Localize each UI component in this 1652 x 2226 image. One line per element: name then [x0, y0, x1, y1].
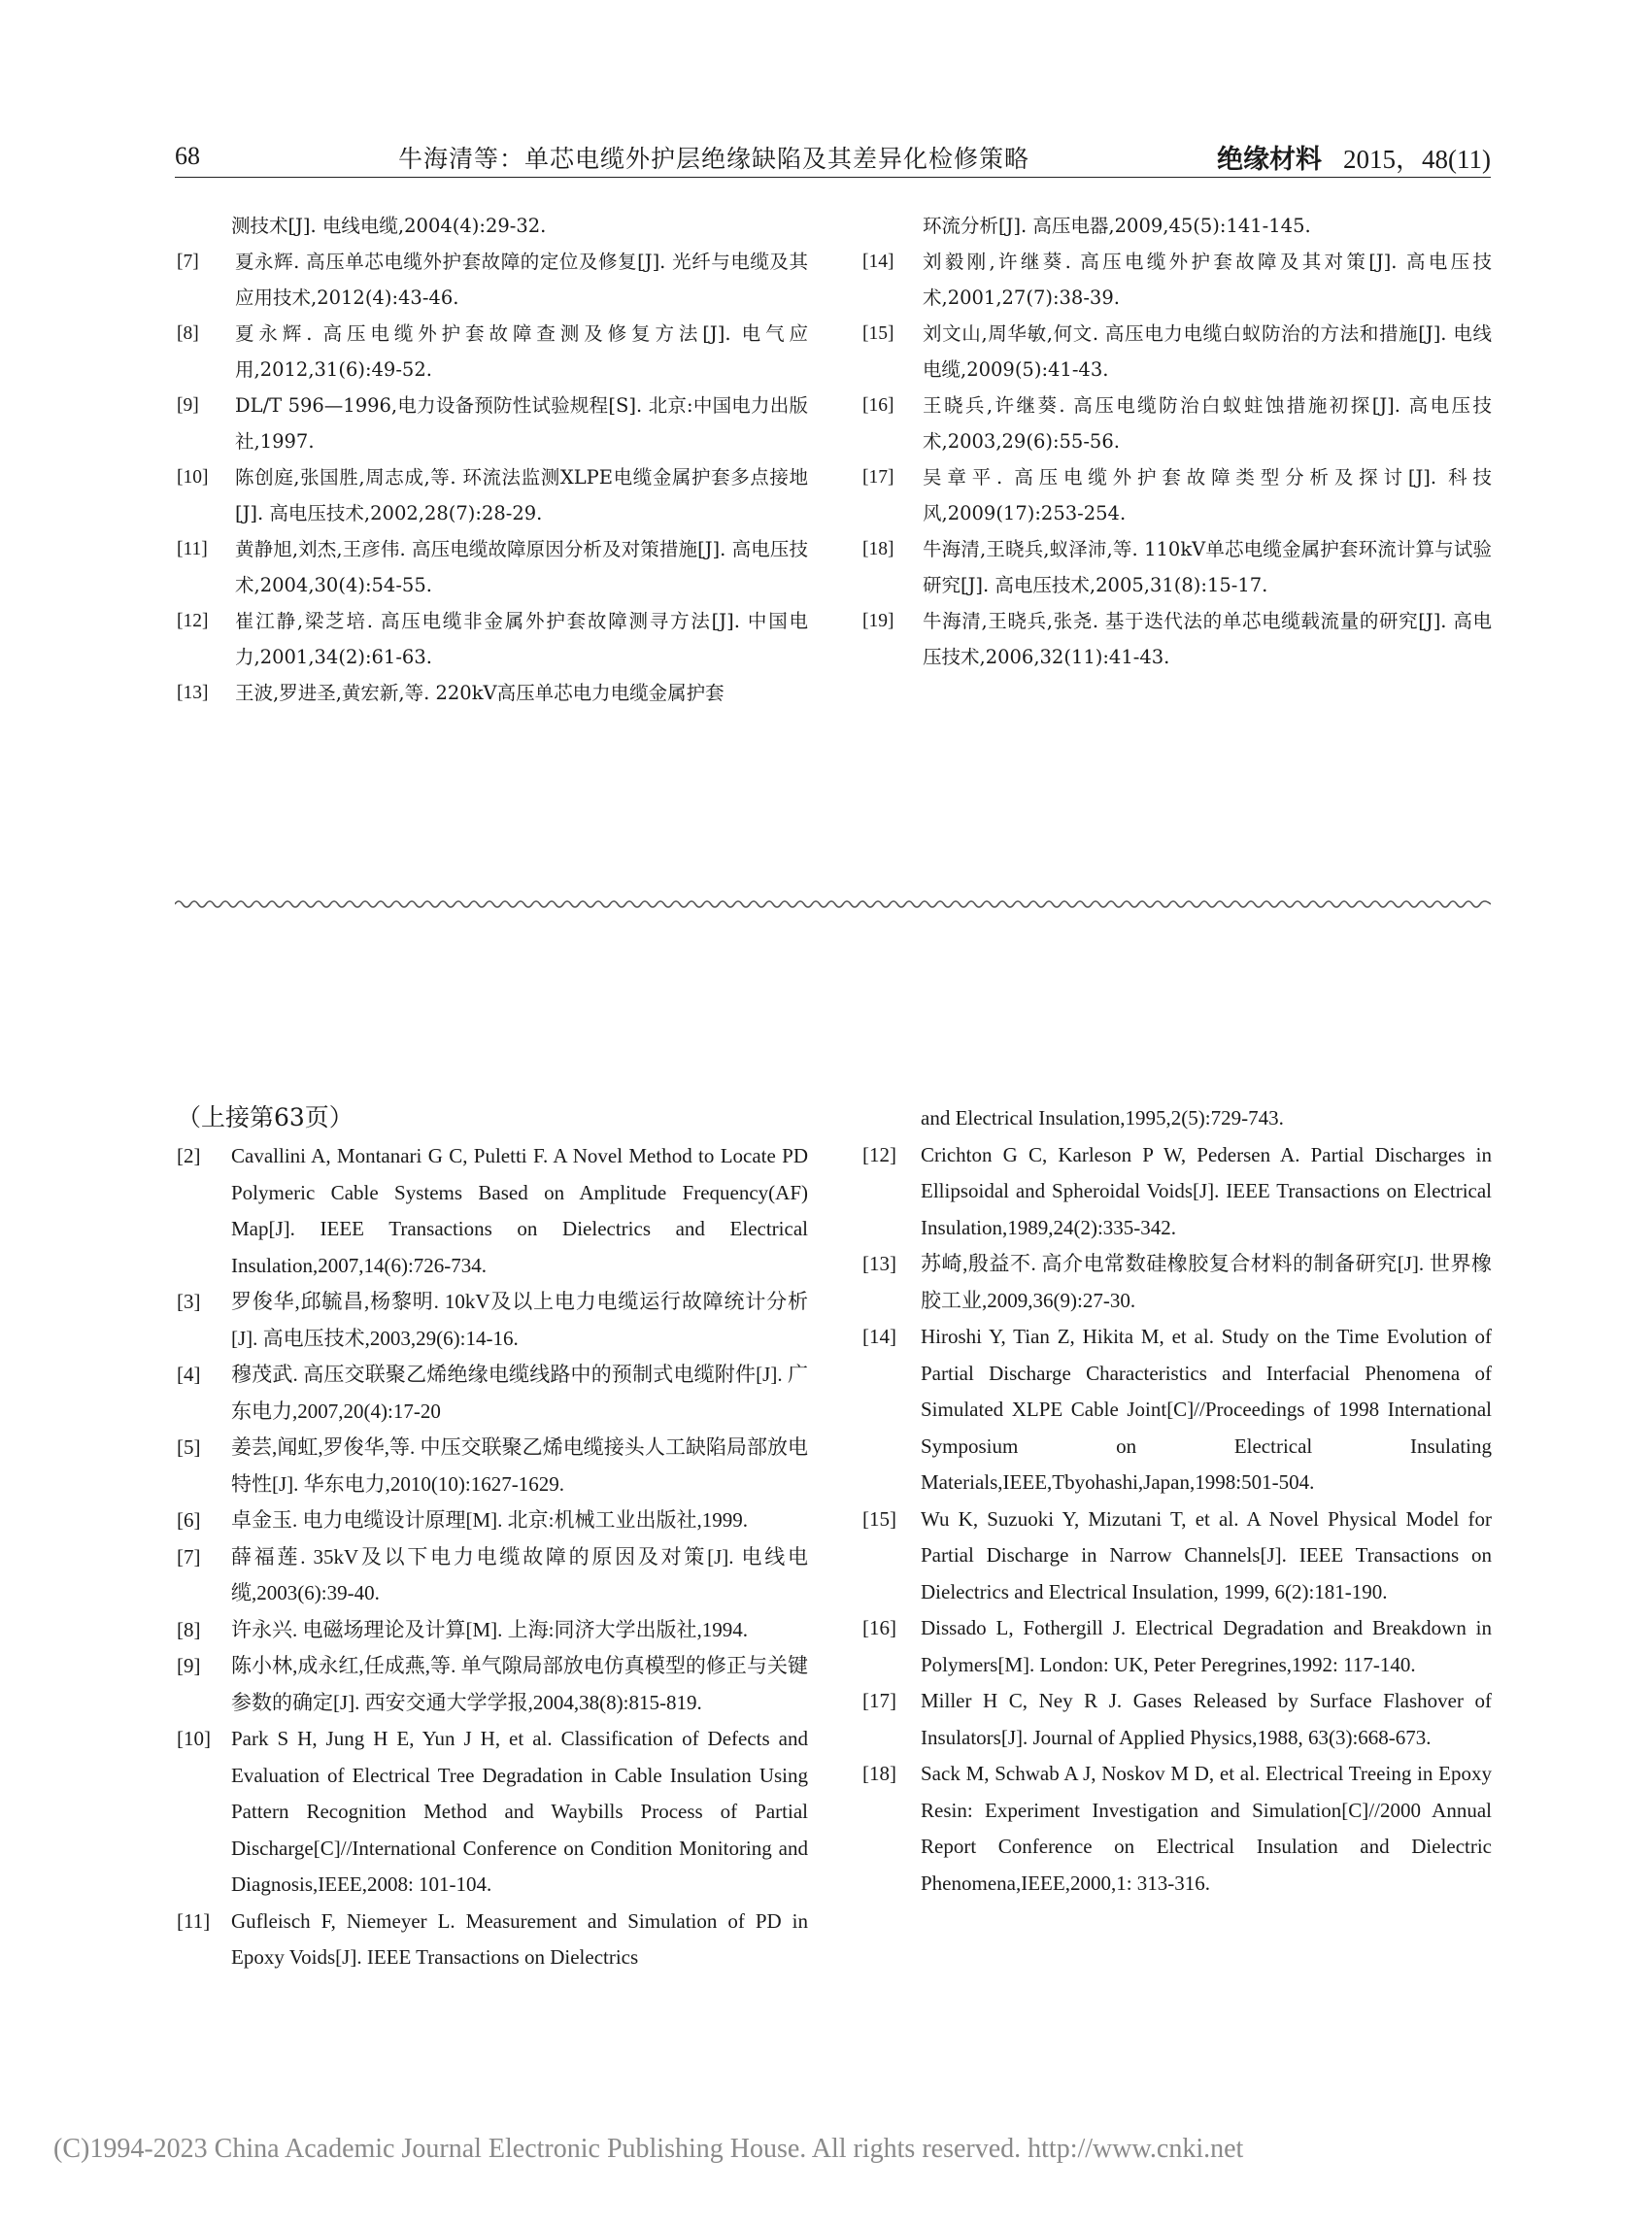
reference-text: Miller H C, Ney R J. Gases Released by Surface Flashover of Insulators[J]. Journal of Applied Physics,1988, 63(3):668-673.	[921, 1689, 1492, 1749]
reference-number: [11]	[177, 1908, 211, 1933]
reference-number: [12]	[862, 1142, 896, 1166]
reference-text: DL/T 596—1996,电力设备预防性试验规程[S]. 北京:中国电力出版社,1997.	[235, 394, 808, 453]
reference-text: Cavallini A, Montanari G C, Puletti F. A Novel Method to Locate PD Polymeric Cable Systems Based on Amplitude Frequency(AF) Map[J]. IEEE Transactions on Dielectrics and Electrical Insulation,2007,14(6):726-734.	[231, 1144, 808, 1277]
reference-number: [8]	[177, 323, 199, 344]
continued-from-label: （上接第63页）	[177, 1103, 354, 1131]
reference-text: 卓金玉. 电力电缆设计原理[M]. 北京:机械工业出版社,1999.	[231, 1508, 748, 1532]
reference-item	[862, 1246, 1492, 1319]
reference-number: [12]	[177, 611, 209, 631]
running-header	[175, 136, 1491, 178]
reference-number: [14]	[862, 252, 894, 272]
reference-text: 牛海清,王晓兵,蚁泽沛,等. 110kV单芯电缆金属护套环流计算与试验研究[J]. 高电压技术,2005,31(8):15-17.	[923, 538, 1492, 596]
reference-item	[862, 603, 1492, 675]
reference-number: [4]	[177, 1363, 201, 1386]
reference-text: 夏永辉. 高压单芯电缆外护套故障的定位及修复[J]. 光纤与电缆及其应用技术,2012(4):43-46.	[235, 251, 808, 309]
reference-number: [3]	[177, 1290, 201, 1313]
reference-continuation: 测技术[J]. 电线电缆,2004(4):29-32.	[231, 215, 547, 237]
reference-number: [18]	[862, 539, 894, 559]
references-bottom-right	[862, 1100, 1492, 1902]
reference-number: [8]	[177, 1617, 201, 1641]
reference-number: [11]	[177, 539, 208, 559]
reference-text: 吴章平. 高压电缆外护套故障类型分析及探讨[J]. 科技风,2009(17):253-254.	[923, 466, 1492, 524]
reference-text: 崔江静,梁芝培. 高压电缆非金属外护套故障测寻方法[J]. 中国电力,2001,34(2):61-63.	[235, 610, 808, 668]
reference-number: [9]	[177, 1654, 201, 1677]
reference-list	[177, 1138, 808, 1976]
reference-item	[862, 1319, 1492, 1501]
reference-text: 薛福莲. 35kV及以下电力电缆故障的原因及对策[J]. 电线电缆,2003(6):39-40.	[231, 1544, 808, 1604]
reference-number: [13]	[177, 683, 209, 703]
reference-item	[177, 1612, 808, 1649]
reference-text: Dissado L, Fothergill J. Electrical Degradation and Breakdown in Polymers[M]. London: UK, Peter Peregrines,1992: 117-140.	[921, 1616, 1492, 1676]
reference-item	[177, 1284, 808, 1357]
reference-number: [13]	[862, 1252, 896, 1275]
reference-text: Sack M, Schwab A J, Noskov M D, et al. Electrical Treeing in Epoxy Resin: Experiment Investigation and Simulation[C]//2000 Annual Report Conference on Electrical Insulation and Dielectric Phenomena,IEEE,2000,1: 313-316.	[921, 1762, 1492, 1895]
reference-number: [7]	[177, 252, 199, 272]
reference-number: [17]	[862, 1689, 896, 1712]
reference-item	[862, 459, 1492, 531]
reference-item	[177, 388, 808, 459]
reference-item	[177, 244, 808, 316]
reference-text: Park S H, Jung H E, Yun J H, et al. Classification of Defects and Evaluation of Electrical Tree Degradation in Cable Insulation Using Pattern Recognition Method and Waybills Process of Partial Discharge[C]//International Conference on Condition Monitoring and Diagnosis,IEEE,2008: 101-104.	[231, 1727, 808, 1896]
reference-text: 陈小林,成永红,任成燕,等. 单气隙局部放电仿真模型的修正与关键参数的确定[J]. 西安交通大学学报,2004,38(8):815-819.	[231, 1654, 808, 1714]
reference-text: Gufleisch F, Niemeyer L. Measurement and Simulation of PD in Epoxy Voids[J]. IEEE Transactions on Dielectrics	[231, 1908, 808, 1969]
reference-item	[177, 1502, 808, 1539]
reference-item	[862, 1756, 1492, 1902]
reference-item	[177, 1138, 808, 1284]
reference-item	[862, 1501, 1492, 1611]
reference-text: 穆茂武. 高压交联聚乙烯绝缘电缆线路中的预制式电缆附件[J]. 广东电力,2007,20(4):17-20	[231, 1363, 808, 1423]
reference-number: [10]	[177, 467, 209, 488]
journal-issue: 2015，48(11)	[1343, 145, 1491, 174]
references-top-right	[862, 208, 1492, 675]
reference-text: 许永兴. 电磁场理论及计算[M]. 上海:同济大学出版社,1994.	[231, 1617, 748, 1641]
reference-text: 夏永辉. 高压电缆外护套故障查测及修复方法[J]. 电气应用,2012,31(6):49-52.	[235, 322, 808, 381]
reference-number: [5]	[177, 1435, 201, 1459]
reference-item	[177, 1648, 808, 1721]
reference-number: [19]	[862, 611, 894, 631]
reference-item	[177, 1539, 808, 1612]
references-bottom-left	[177, 1138, 808, 1976]
reference-number: [9]	[177, 395, 199, 416]
reference-number: [2]	[177, 1144, 201, 1167]
reference-item	[862, 1683, 1492, 1756]
reference-item	[177, 1357, 808, 1430]
reference-list	[177, 244, 808, 711]
reference-item	[177, 1721, 808, 1904]
reference-number: [15]	[862, 323, 894, 344]
reference-continuation: and Electrical Insulation,1995,2(5):729-743.	[921, 1106, 1284, 1130]
reference-item	[177, 459, 808, 531]
reference-text: 刘毅刚,许继葵. 高压电缆外护套故障及其对策[J]. 高电压技术,2001,27(7):38-39.	[923, 251, 1492, 309]
page-number: 68	[175, 142, 200, 170]
reference-number: [17]	[862, 467, 894, 488]
reference-text: Wu K, Suzuoki Y, Mizutani T, et al. A Novel Physical Model for Partial Discharge in Narrow Channels[J]. IEEE Transactions on Dielectrics and Electrical Insulation, 1999, 6(2):181-190.	[921, 1506, 1492, 1603]
reference-item	[177, 1430, 808, 1502]
reference-number: [15]	[862, 1506, 896, 1531]
references-top-left	[177, 208, 808, 711]
reference-list	[862, 244, 1492, 675]
reference-text: 罗俊华,邱毓昌,杨黎明. 10kV及以上电力电缆运行故障统计分析[J]. 高电压技术,2003,29(6):14-16.	[231, 1290, 808, 1350]
reference-item	[177, 531, 808, 603]
reference-number: [10]	[177, 1727, 211, 1750]
reference-number: [18]	[862, 1762, 896, 1785]
reference-item	[862, 531, 1492, 603]
reference-text: 牛海清,王晓兵,张尧. 基于迭代法的单芯电缆载流量的研究[J]. 高电压技术,2006,32(11):41-43.	[923, 610, 1492, 668]
reference-text: 王波,罗进圣,黄宏新,等. 220kV高压单芯电力电缆金属护套	[235, 682, 725, 704]
reference-item	[862, 388, 1492, 459]
reference-item	[862, 244, 1492, 316]
reference-item	[862, 316, 1492, 388]
reference-text: 黄静旭,刘杰,王彦伟. 高压电缆故障原因分析及对策措施[J]. 高电压技术,2004,30(4):54-55.	[235, 538, 808, 596]
reference-item	[177, 675, 808, 711]
reference-item	[177, 1904, 808, 1976]
reference-item	[177, 603, 808, 675]
reference-text: 苏崎,殷益不. 高介电常数硅橡胶复合材料的制备研究[J]. 世界橡胶工业,2009,36(9):27-30.	[921, 1252, 1492, 1312]
running-title: 牛海清等：单芯电缆外护层绝缘缺陷及其差异化检修策略	[398, 145, 1030, 173]
reference-text: 王晓兵,许继葵. 高压电缆防治白蚁蛀蚀措施初探[J]. 高电压技术,2003,29(6):55-56.	[923, 394, 1492, 453]
reference-text: 刘文山,周华敏,何文. 高压电力电缆白蚁防治的方法和措施[J]. 电线电缆,2009(5):41-43.	[923, 322, 1492, 381]
reference-text: 陈创庭,张国胜,周志成,等. 环流法监测XLPE电缆金属护套多点接地[J]. 高电压技术,2002,28(7):28-29.	[235, 466, 808, 524]
reference-number: [14]	[862, 1325, 896, 1348]
reference-text: Hiroshi Y, Tian Z, Hikita M, et al. Study on the Time Evolution of Partial Discharge Characteristics and Interfacial Phenomena of Simulated XLPE Cable Joint[C]//Proceedings of 1998 International Symposium on Electrical Insulating Materials,IEEE,Tbyohashi,Japan,1998:501-504.	[921, 1325, 1492, 1494]
reference-number: [7]	[177, 1544, 201, 1568]
reference-item	[862, 1137, 1492, 1247]
reference-continuation: 环流分析[J]. 高压电器,2009,45(5):141-145.	[923, 215, 1311, 237]
journal-title: 绝缘材料	[1217, 145, 1323, 175]
reference-text: 姜芸,闻虹,罗俊华,等. 中压交联聚乙烯电缆接头人工缺陷局部放电特性[J]. 华东电力,2010(10):1627-1629.	[231, 1435, 808, 1496]
reference-number: [16]	[862, 395, 894, 416]
reference-item	[862, 1610, 1492, 1683]
copyright-footer: (C)1994-2023 China Academic Journal Electronic Publishing House. All rights reserved. http://www.cnki.net	[53, 2134, 1244, 2164]
journal-name	[1217, 138, 1491, 176]
reference-number: [16]	[862, 1616, 896, 1639]
reference-number: [6]	[177, 1508, 201, 1532]
reference-item	[177, 316, 808, 388]
section-divider	[175, 898, 1491, 910]
reference-list	[862, 1137, 1492, 1903]
reference-text: Crichton G C, Karleson P W, Pedersen A. Partial Discharges in Ellipsoidal and Spheroidal Voids[J]. IEEE Transactions on Electrical Insulation,1989,24(2):335-342.	[921, 1142, 1492, 1239]
